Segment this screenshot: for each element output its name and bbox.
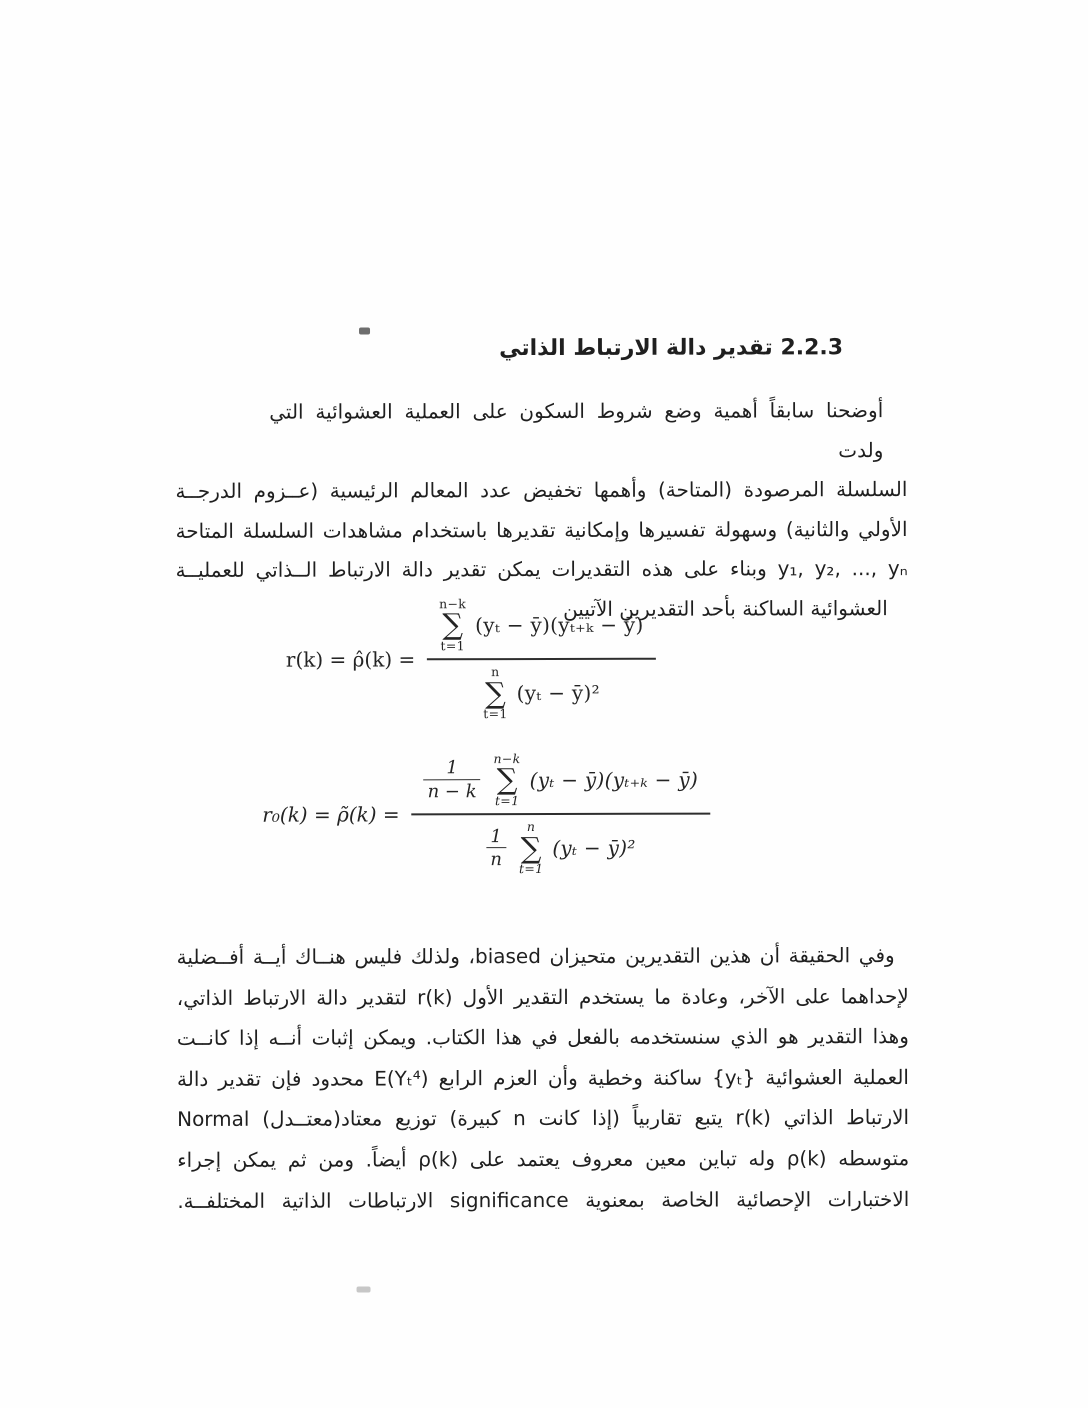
fraction-denominator [483, 660, 600, 722]
coef-denominator: n [486, 848, 506, 871]
formula-autocorrelation-estimator-2 [262, 752, 710, 878]
text-line: الأولي والثانية) وسهولة تفسيرها وإمكانية تقديرها باستخدام مشاهدات السلسلة المتاحة [175, 516, 908, 543]
sum-upper-limit: n−k [439, 596, 467, 612]
formula-lhs: r₀(k) = ρ̃(k) = [262, 802, 400, 828]
text-line: لإحداهما على الآخر، وعادة ما يستخدم التقدير الأول ⁦r(k)⁩ لتقدير دالة الارتباط الذاتي، [176, 983, 909, 1010]
page-footer-mark [357, 1286, 371, 1292]
fraction-numerator [427, 597, 656, 661]
text-line: متوسطه ⁦ρ(k)⁩ وله تباين معين معروف يعتمد على ⁦ρ(k)⁩ أيضاً. ومن ثم يمكن إجراء [177, 1146, 910, 1172]
coefficient-fraction [486, 827, 506, 871]
math-expression: (yₜ − ȳ)(yₜ₊ₖ − ȳ) [475, 612, 644, 638]
summation-symbol [519, 820, 544, 876]
sigma-icon: ∑ [485, 675, 506, 710]
text-line: ⁦y₁, y₂, ..., yₙ⁩ وبناء على هذه التقديرات يمكن تقدير دالة الارتباط الــذاتي للعمليــة [175, 556, 908, 582]
summation-symbol [483, 665, 508, 721]
section-heading: 2.2.3 تقدير دالة الارتباط الذاتي [499, 335, 844, 362]
summation-symbol [494, 752, 521, 808]
summation-symbol [439, 597, 466, 653]
coef-denominator: n − k [424, 779, 481, 802]
coef-numerator: 1 [446, 757, 458, 779]
text-line: الاختبارات الإحصائية الخاصة بمعنوية ⁦significance⁩ الارتباطات الذاتية المختلفــة. [177, 1186, 910, 1213]
sum-lower-limit: t=1 [518, 861, 544, 877]
sigma-icon: ∑ [520, 830, 542, 865]
math-expression: (yₜ − ȳ)² [516, 681, 600, 706]
paragraph-intro [175, 391, 908, 630]
formula-autocorrelation-estimator-1 [286, 597, 656, 723]
fraction-denominator [486, 815, 635, 877]
sum-upper-limit: n−k [493, 751, 521, 767]
math-expression: (yₜ − ȳ)² [552, 836, 636, 861]
text-line: العشوائية الساكنة بأحد التقديرين الآتيين [563, 595, 888, 621]
sum-lower-limit: t=1 [440, 638, 465, 654]
sum-lower-limit: t=1 [483, 706, 508, 722]
sigma-icon: ∑ [496, 762, 518, 797]
coef-numerator: 1 [490, 825, 502, 847]
sum-lower-limit: t=1 [494, 792, 520, 809]
text-line: وهذا التقدير هو الذي سنستخدمه بالفعل في هذا الكتاب. ويمكن إثبات أنــه إذا كانــت [176, 1024, 909, 1051]
paragraph-discussion [177, 935, 910, 1221]
text-line: السلسلة المرصودة (المتاحة) وأهمها تخفيض عدد المعالم الرئيسية (عــزوم الدرجــة [175, 477, 908, 503]
ink-smudge-mark [359, 327, 370, 334]
sum-upper-limit: n [526, 819, 536, 835]
fraction [412, 752, 711, 877]
coefficient-fraction [424, 759, 481, 803]
text-line: أوضحنا سابقاً أهمية وضع شروط السكون على العملية العشوائية التي ولدت [269, 398, 884, 462]
fraction [427, 597, 656, 722]
text-line: الارتباط الذاتي ⁦r(k)⁩ يتبع تقاربياً (إذا كانت ⁦n⁩ كبيرة) توزيع معتاد(معتــدل) ⁦Normal⁩ [177, 1105, 910, 1132]
formula-lhs: r(k) = ρ̂(k) = [285, 647, 416, 672]
sum-upper-limit: n [491, 664, 500, 680]
sigma-icon: ∑ [442, 607, 464, 642]
text-line: وفي الحقيقة أن هذين التقديرين متحيزان ⁦biased⁩، ولذلك فليس هنــاك أيــة أفــضلية [176, 943, 895, 969]
text-line: العملية العشوائية ⁦{yₜ}⁩ ساكنة وخطية وأن العزم الرابع ⁦E(Yₜ⁴)⁩ محدود فإن تقدير دالة [176, 1064, 909, 1091]
math-expression: (yₜ − ȳ)(yₜ₊ₖ − ȳ) [529, 767, 699, 793]
fraction-numerator [412, 752, 711, 816]
